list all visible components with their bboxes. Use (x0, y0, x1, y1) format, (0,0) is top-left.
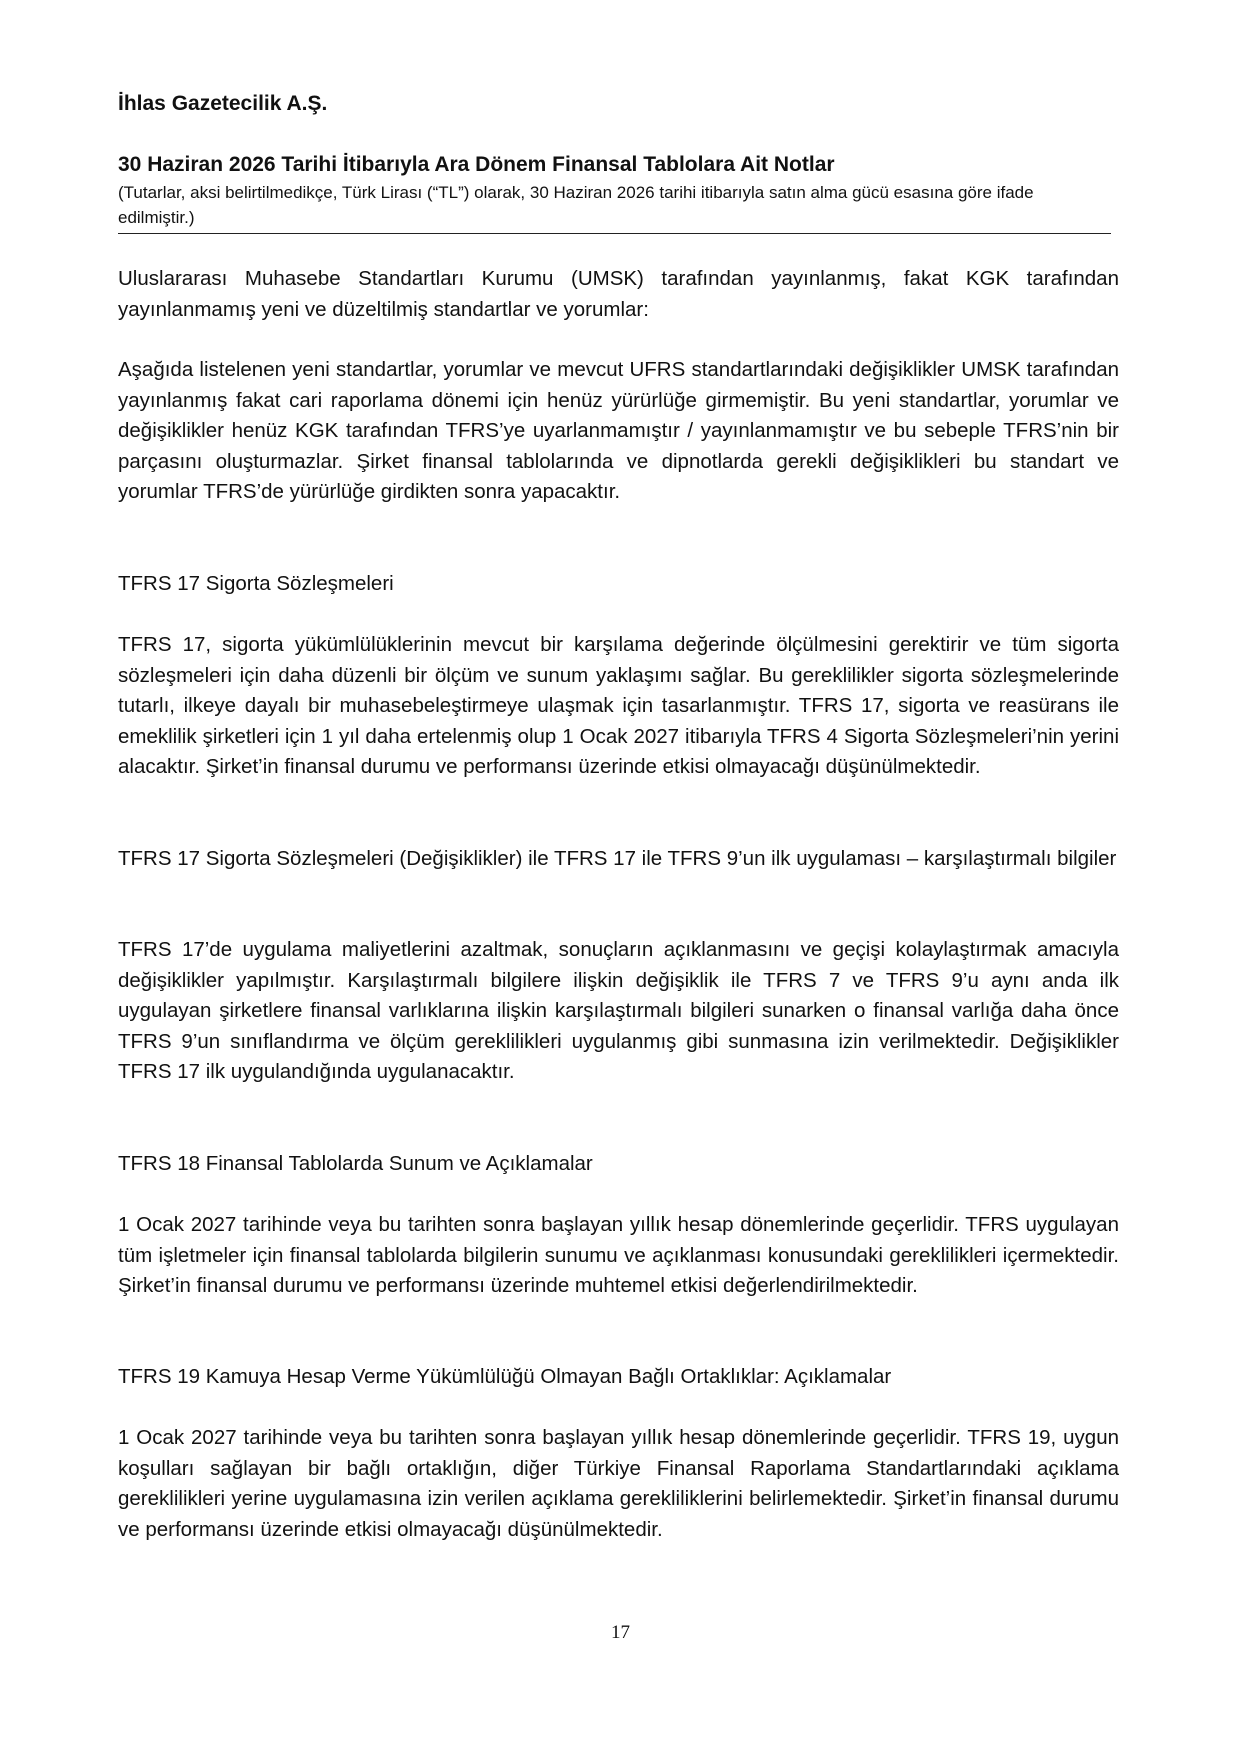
company-name: İhlas Gazetecilik A.Ş. (118, 92, 328, 115)
section-paragraph: TFRS 17’de uygulama maliyetlerini azaltmak, sonuçların açıklanmasını ve geçişi kolaylaştırmak amacıyla değişiklikler yapılmıştır. Karşılaştırmalı bilgilere ilişkin değişiklik ile TFRS 7 ve TFRS 9’u aynı anda ilk uygulayan şirketlere finansal varlıklarına ilişkin karşılaştırmalı bilgileri sunarken o finansal varlığa daha önce TFRS 9’un sınıflandırma ve ölçüm gereklilikleri uygulanmış gibi sunmasına izin verilmektedir. Değişiklikler TFRS 17 ilk uygulandığında uygulanacaktır. (118, 938, 1119, 1083)
section-heading: TFRS 17 Sigorta Sözleşmeleri (Değişiklikler) ile TFRS 17 ile TFRS 9’un ilk uygulaması – karşılaştırmalı bilgiler (118, 847, 1117, 870)
intro-paragraph: Aşağıda listelenen yeni standartlar, yorumlar ve mevcut UFRS standartlarındaki değişiklikler UMSK tarafından yayınlanmış fakat cari raporlama dönemi için henüz yürürlüğe girmemiştir. Bu yeni standartlar, yorumlar ve değişiklikler henüz KGK tarafından TFRS’ye uyarlanmamıştır / yayınlanmamıştır ve bu sebeple TFRS’nin bir parçasını oluşturmazlar. Şirket finansal tablolarında ve dipnotlarda gerekli değişiklikleri bu standart ve yorumlar TFRS’de yürürlüğe girdikten sonra yapacaktır. (118, 358, 1119, 503)
section-paragraph: 1 Ocak 2027 tarihinde veya bu tarihten sonra başlayan yıllık hesap dönemlerinde geçerlidir. TFRS 19, uygun koşulları sağlayan bir bağlı ortaklığın, diğer Türkiye Finansal Raporlama Standartlarındaki açıklama gereklilikleri yerine uygulamasına izin verilen açıklama gerekliliklerini belirlemektedir. Şirket’in finansal durumu ve performansı üzerinde etkisi olmayacağı düşünülmektedir. (118, 1426, 1119, 1541)
section-paragraph: 1 Ocak 2027 tarihinde veya bu tarihten sonra başlayan yıllık hesap dönemlerinde geçerlidir. TFRS uygulayan tüm işletmeler için finansal tablolarda bilgilerin sunumu ve açıklanması konusundaki gereklilikleri içermektedir. Şirket’in finansal durumu ve performansı üzerinde muhtemel etkisi değerlendirilmektedir. (118, 1213, 1119, 1297)
section-paragraph: TFRS 17, sigorta yükümlülüklerinin mevcut bir karşılama değerinde ölçülmesini gerektirir ve tüm sigorta sözleşmeleri için daha düzenli bir ölçüm ve sunum yaklaşımı sağlar. Bu gereklilikler sigorta sözleşmelerinde tutarlı, ilkeye dayalı bir muhasebeleştirmeye ulaşmak için tasarlanmıştır. TFRS 17, sigorta ve reasürans ile emeklilik şirketleri için 1 yıl daha ertelenmiş olup 1 Ocak 2027 itibarıyla TFRS 4 Sigorta Sözleşmeleri’nin yerini alacaktır. Şirket’in finansal durumu ve performansı üzerinde etkisi olmayacağı düşünülmektedir. (118, 633, 1119, 778)
section-heading: TFRS 17 Sigorta Sözleşmeleri (118, 572, 394, 595)
page-number: 17 (611, 1622, 630, 1643)
header-divider (118, 233, 1111, 234)
section-heading: TFRS 18 Finansal Tablolarda Sunum ve Açıklamalar (118, 1152, 593, 1175)
notes-title: 30 Haziran 2026 Tarihi İtibarıyla Ara Dönem Finansal Tablolara Ait Notlar (118, 153, 835, 176)
notes-subtitle: (Tutarlar, aksi belirtilmedikçe, Türk Lirası (“TL”) olarak, 30 Haziran 2026 tarihi itibarıyla satın alma gücü esasına göre ifade edilmiştir.) (118, 183, 1034, 227)
section-heading: TFRS 19 Kamuya Hesap Verme Yükümlülüğü Olmayan Bağlı Ortaklıklar: Açıklamalar (118, 1365, 892, 1388)
intro-heading: Uluslararası Muhasebe Standartları Kurumu (UMSK) tarafından yayınlanmış, fakat KGK tarafından yayınlanmamış yeni ve düzeltilmiş standartlar ve yorumlar: (118, 267, 1119, 321)
